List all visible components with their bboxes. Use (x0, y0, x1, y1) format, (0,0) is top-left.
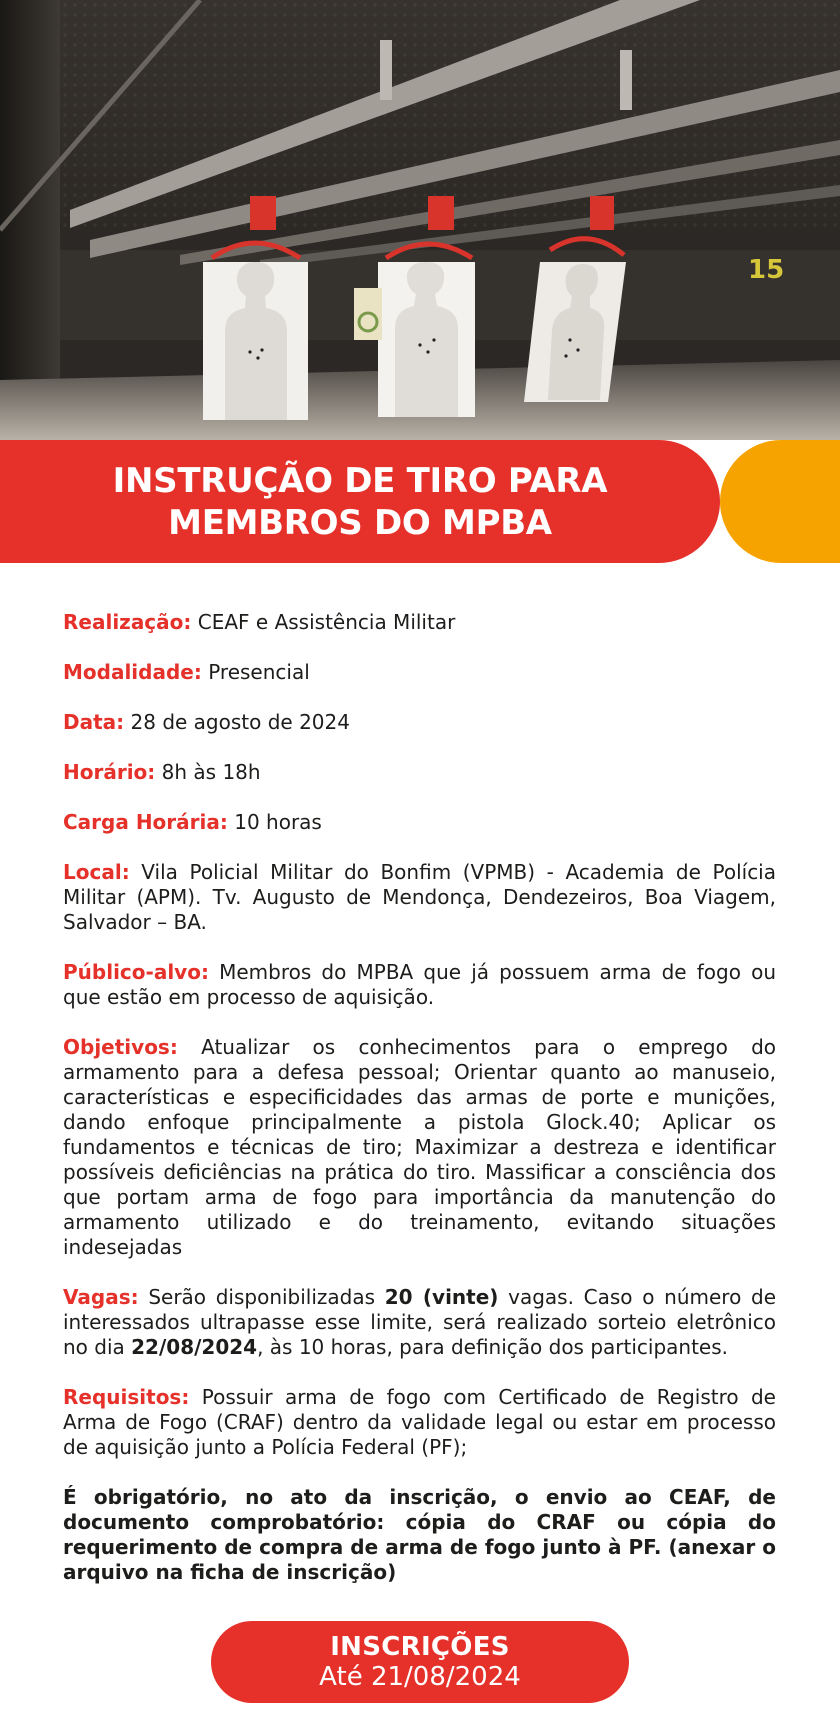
field-carga-horaria (63, 810, 776, 835)
vagas-text-3: , às 10 horas, para definição dos participantes. (257, 1335, 729, 1359)
page-title (50, 460, 670, 544)
value-modalidade: Presencial (208, 660, 310, 684)
value-realizacao: CEAF e Assistência Militar (197, 610, 456, 634)
field-objetivos (63, 1035, 776, 1260)
label-data: Data: (63, 710, 125, 734)
label-realizacao: Realização: (63, 610, 192, 634)
field-data (63, 710, 776, 735)
title-band (0, 440, 720, 563)
value-requisitos: Possuir arma de fogo com Certificado de Registro de Arma de Fogo (CRAF) dentro da validade legal ou estar em processo de aquisição junto a Polícia Federal (PF); (63, 1385, 776, 1459)
shooting-range-illustration (0, 0, 840, 440)
field-vagas (63, 1285, 776, 1360)
registration-deadline: Até 21/08/2024 (319, 1662, 521, 1692)
hero-image (0, 0, 840, 440)
label-carga-horaria: Carga Horária: (63, 810, 228, 834)
vagas-text-1: Serão disponibilizadas (148, 1285, 376, 1309)
registration-button[interactable] (211, 1621, 629, 1703)
decorative-orange-pill (720, 440, 840, 563)
value-data: 28 de agosto de 2024 (130, 710, 350, 734)
field-publico-alvo (63, 960, 776, 1010)
title-line-2: MEMBROS DO MPBA (168, 502, 552, 543)
vagas-count: 20 (vinte) (384, 1285, 499, 1309)
label-local: Local: (63, 860, 130, 884)
course-details (63, 610, 776, 1585)
title-line-1: INSTRUÇÃO DE TIRO PARA (112, 460, 608, 501)
mandatory-notice: É obrigatório, no ato da inscrição, o envio ao CEAF, de documento comprobatório: cópia do CRAF ou cópia do requerimento de compra de arma de fogo junto à PF. (anexar o arquivo na ficha de inscrição) (63, 1485, 776, 1584)
field-local (63, 860, 776, 935)
label-objetivos: Objetivos: (63, 1035, 178, 1059)
value-publico-alvo: Membros do MPBA que já possuem arma de fogo ou que estão em processo de aquisição. (63, 960, 776, 1009)
label-publico-alvo: Público-alvo: (63, 960, 209, 984)
registration-title: INSCRIÇÕES (330, 1632, 510, 1662)
value-carga-horaria: 10 horas (234, 810, 322, 834)
label-requisitos: Requisitos: (63, 1385, 190, 1409)
value-local: Vila Policial Militar do Bonfim (VPMB) - Academia de Polícia Militar (APM). Tv. Augusto de Mendonça, Dendezeiros, Boa Viagem, Salvador – BA. (63, 860, 776, 934)
vagas-text-2: vagas. Caso o número de interessados ultrapasse esse limite, será realizado sorteio eletrônico no dia (63, 1285, 777, 1359)
field-realizacao (63, 610, 776, 635)
label-modalidade: Modalidade: (63, 660, 202, 684)
lane-number: 15 (748, 255, 785, 285)
field-modalidade (63, 660, 776, 685)
value-objetivos: Atualizar os conhecimentos para o emprego do armamento para a defesa pessoal; Orientar quanto ao manuseio, características e especificidades das armas de porte e munições, dando enfoque principalmente a pistola Glock.40; Aplicar os fundamentos e técnicas de tiro; Maximizar a destreza e identificar possíveis deficiências na prática do tiro. Massificar a consciência dos que portam arma de fogo para importância da manutenção do armamento utilizado e do treinamento, evitando situações indesejadas (63, 1035, 777, 1259)
value-horario: 8h às 18h (161, 760, 261, 784)
field-horario (63, 760, 776, 785)
vagas-draw-date: 22/08/2024 (131, 1335, 258, 1359)
label-horario: Horário: (63, 760, 156, 784)
field-requisitos (63, 1385, 776, 1460)
label-vagas: Vagas: (63, 1285, 139, 1309)
